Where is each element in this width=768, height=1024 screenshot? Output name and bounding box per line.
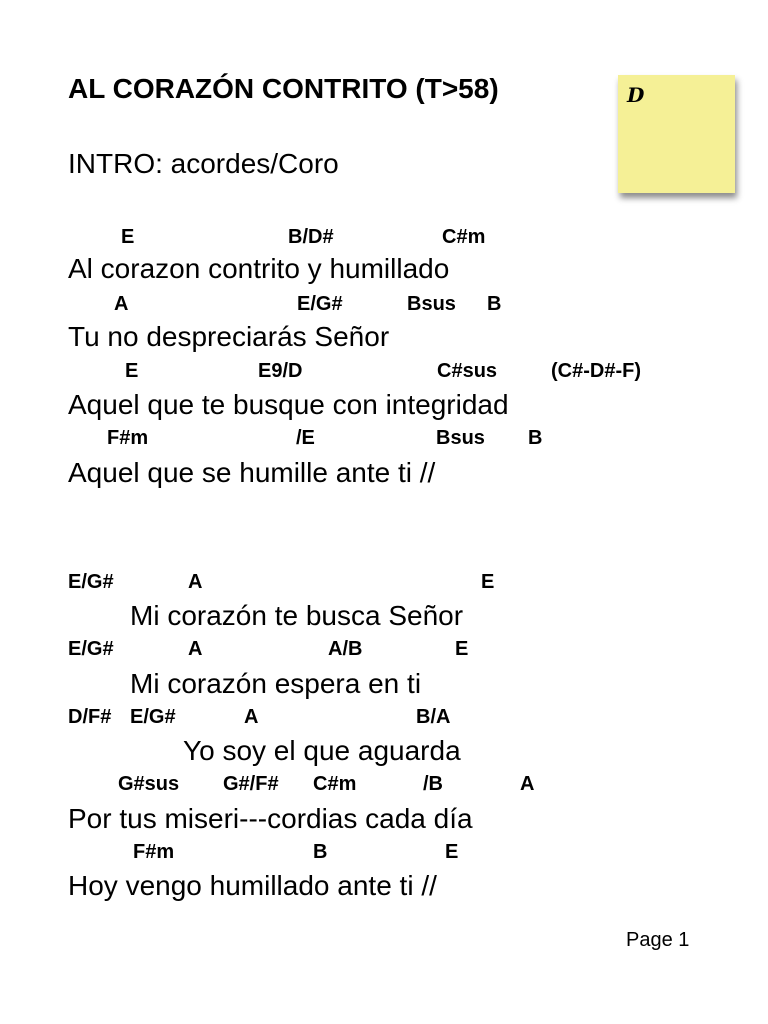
sticky-note[interactable] [618, 75, 735, 193]
chord: F#m [133, 841, 175, 863]
chord: A/B [328, 638, 363, 660]
chord: A [244, 706, 259, 728]
lyric-line: Aquel que te busque con integridad [68, 389, 509, 420]
chord: E [455, 638, 469, 660]
chord: E [125, 360, 139, 382]
chord: (C#-D#-F) [551, 360, 641, 382]
chord: D/F# [68, 706, 112, 728]
chord: B [528, 427, 543, 449]
chord: C#m [313, 773, 357, 795]
chord: G#/F# [223, 773, 279, 795]
page-number: Page 1 [626, 929, 690, 951]
chord: B [313, 841, 328, 863]
chord: E [445, 841, 459, 863]
chord: C#m [442, 226, 486, 248]
lyric-line: Hoy vengo humillado ante ti // [68, 870, 437, 901]
chord: E [481, 571, 495, 593]
chord: /B [423, 773, 443, 795]
lyric-line: Yo soy el que aguarda [183, 735, 461, 766]
chord: A [188, 571, 203, 593]
chord: F#m [107, 427, 149, 449]
lyric-line: Mi corazón espera en ti [130, 668, 422, 699]
chord: E [121, 226, 135, 248]
lyric-line: Tu no despreciarás Señor [68, 321, 390, 352]
lyric-line: Aquel que se humille ante ti // [68, 457, 436, 488]
song-title: AL CORAZÓN CONTRITO (T>58) [68, 73, 499, 104]
chord: E/G# [297, 293, 343, 315]
lyric-line: Al corazon contrito y humillado [68, 253, 450, 284]
chord: Bsus [407, 293, 456, 315]
chord: G#sus [118, 773, 180, 795]
lyric-line: Por tus miseri---cordias cada día [68, 803, 473, 834]
chord: B [487, 293, 502, 315]
intro-line: INTRO: acordes/Coro [68, 148, 339, 179]
sticky-note-text: D [627, 83, 645, 107]
chord: E/G# [68, 638, 114, 660]
chord: E/G# [68, 571, 114, 593]
chord: A [114, 293, 129, 315]
chord: /E [296, 427, 315, 449]
chord: A [520, 773, 535, 795]
chord: A [188, 638, 203, 660]
lyric-line: Mi corazón te busca Señor [130, 600, 464, 631]
chord: B/D# [288, 226, 334, 248]
chord: Bsus [436, 427, 485, 449]
chord: B/A [416, 706, 451, 728]
chord: E/G# [130, 706, 176, 728]
chord: E9/D [258, 360, 303, 382]
chord: C#sus [437, 360, 498, 382]
